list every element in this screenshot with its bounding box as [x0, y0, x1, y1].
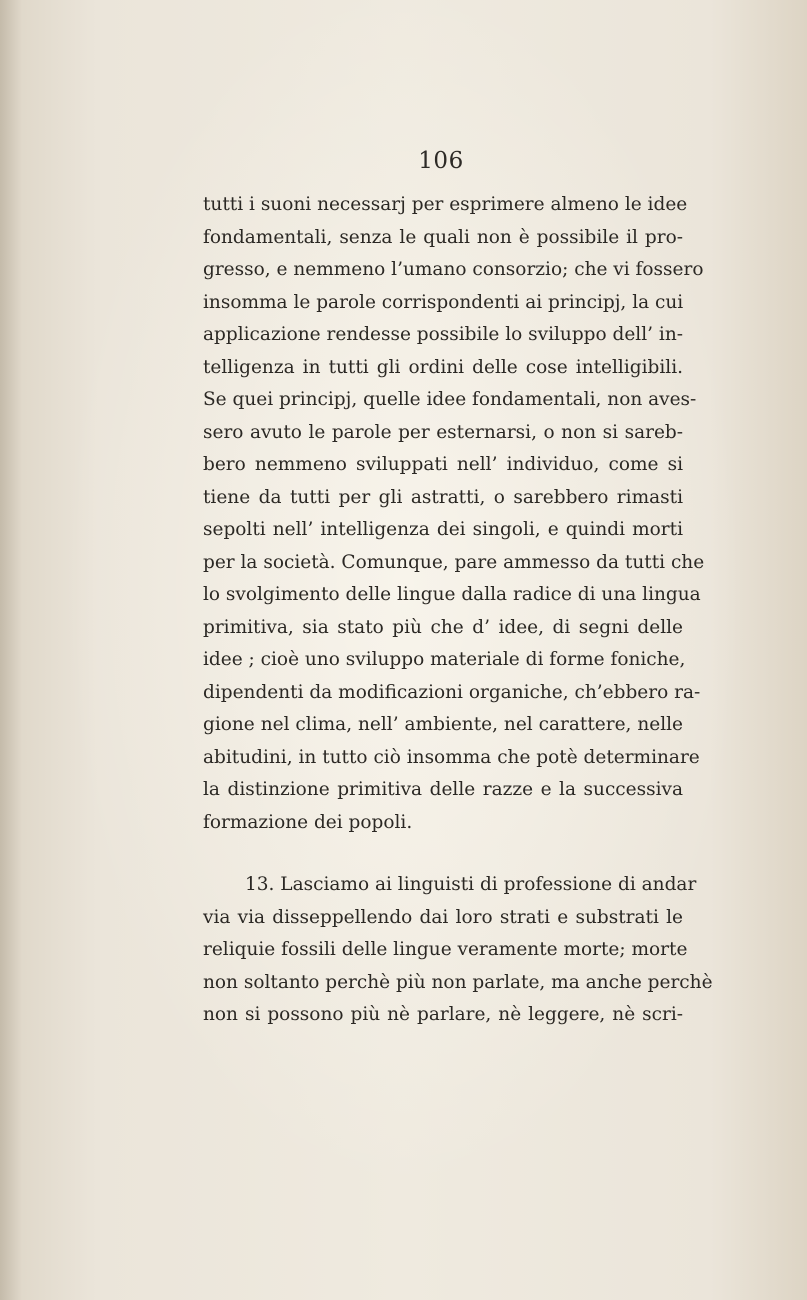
page-number: 106	[418, 148, 464, 174]
text-line: tiene da tutti per gli astratti, o sarebbero rimasti	[203, 486, 683, 508]
text-line: gione nel clima, nell’ ambiente, nel carattere, nelle	[203, 714, 683, 735]
text-line: gresso, e nemmeno l’umano consorzio; che vi fossero	[203, 259, 704, 280]
text-line: tutti i suoni necessarj per esprimere almeno le idee	[203, 194, 688, 215]
text-line: abitudini, in tutto ciò insomma che potè determinare	[203, 746, 700, 768]
text-line: primitiva, sia stato più che d’ idee, di segni delle	[203, 616, 683, 638]
text-line: sero avuto le parole per esternarsi, o non si sareb-	[203, 421, 683, 443]
text-line: applicazione rendesse possibile lo sviluppo dell’ in-	[203, 324, 683, 345]
text-line: bero nemmeno sviluppati nell’ individuo, come si	[203, 454, 683, 475]
text-line: reliquie fossili delle lingue veramente morte; morte	[203, 939, 688, 960]
text-line: sepolti nell’ intelligenza dei singoli, e quindi morti	[203, 519, 683, 540]
text-line: via via disseppellendo dai loro strati e substrati le	[203, 906, 683, 928]
text-line: Se quei principj, quelle idee fondamentali, non aves-	[203, 389, 697, 410]
text-line: dipendenti da modificazioni organiche, ch’ebbero ra-	[203, 681, 701, 703]
text-line: idee ; cioè uno sviluppo materiale di forme foniche,	[203, 649, 686, 670]
text-line: formazione dei popoli.	[203, 811, 413, 833]
text-line: insomma le parole corrispondenti ai principj, la cui	[203, 291, 684, 313]
text-line: 13. Lasciamo ai linguisti di professione di andar	[245, 874, 697, 895]
page-edge-shadow	[0, 0, 22, 1300]
text-line: non soltanto perchè più non parlate, ma anche perchè	[203, 971, 713, 993]
text-line: non si possono più nè parlare, nè leggere, nè scri-	[203, 1004, 683, 1025]
text-line: fondamentali, senza le quali non è possibile il pro-	[203, 226, 683, 248]
text-line: la distinzione primitiva delle razze e la successiva	[203, 779, 683, 800]
text-line: per la società. Comunque, pare ammesso da tutti che	[203, 551, 705, 573]
text-line: lo svolgimento delle lingue dalla radice di una lingua	[203, 584, 701, 605]
text-line: telligenza in tutti gli ordini delle cose intelligibili.	[203, 356, 683, 378]
